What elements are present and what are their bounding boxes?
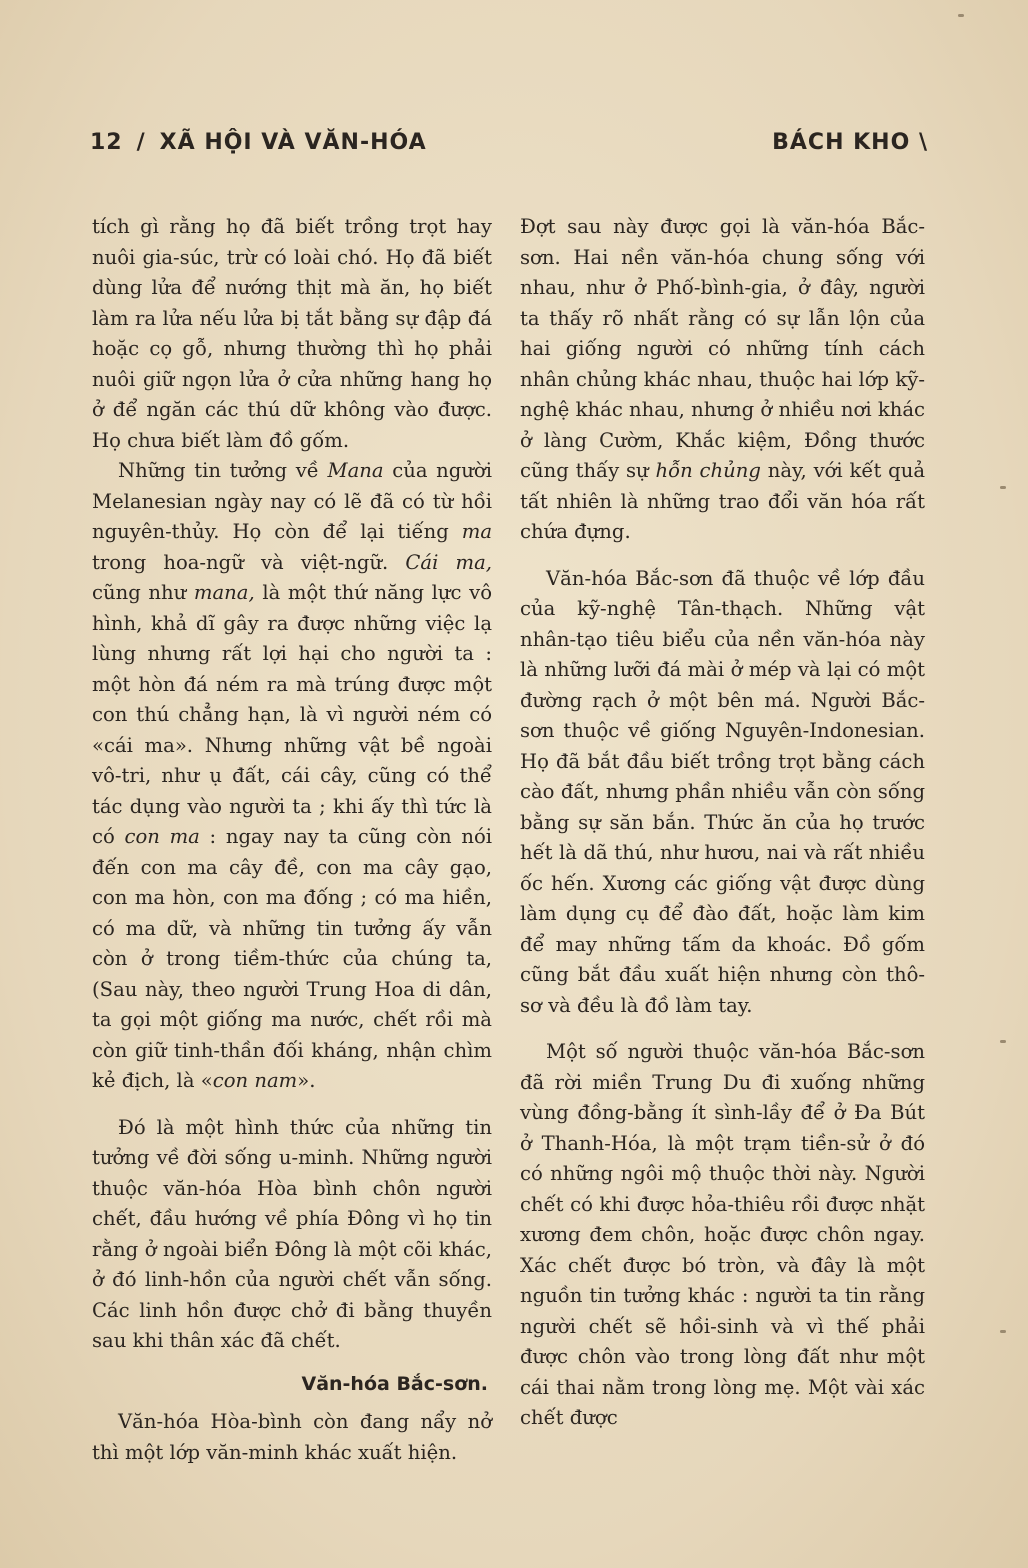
emphasis-cai-ma: Cái ma, bbox=[405, 550, 492, 574]
emphasis-con-ma: con ma bbox=[124, 825, 200, 848]
header-right-title: BÁCH KHO \ bbox=[772, 130, 928, 155]
header-separator: / bbox=[136, 130, 146, 155]
paper-speck bbox=[1000, 1330, 1006, 1333]
text-run: Đợt sau này được gọi là văn-hóa Bắc-sơn. Hai nền văn-hóa chung sống với nhau, như ở Phố-bình-gia, ở đây, người ta thấy rõ nhất rằng có sự lẫn lộn của hai giống người có những tính cách nhân chủng khác nhau, thuộc hai lớp kỹ-nghệ khác nhau, nhưng ở nhiều nơi khác ở làng Cườm, Khắc kiệm, Đồng thước cũng thấy sự bbox=[520, 215, 925, 482]
left-paragraph-3: Đó là một hình thức của những tin tưởng về đời sống u-minh. Những người thuộc văn-hóa Hòa bình chôn người chết, đầu hướng về phía Đông vì họ tin rằng ở ngoài biển Đông là một cõi khác, ở đó linh-hồn của người chết vẫn sống. Các linh hồn được chở đi bằng thuyền sau khi thân xác đã chết. bbox=[92, 1115, 492, 1352]
left-paragraph-4: Văn-hóa Hòa-bình còn đang nẩy nở thì một lớp văn-minh khác xuất hiện. bbox=[92, 1410, 492, 1464]
text-run: trong hoa-ngữ và việt-ngữ. bbox=[92, 550, 406, 574]
emphasis-mana: Mana bbox=[327, 459, 384, 482]
text-run: cũng như bbox=[92, 581, 194, 604]
right-column bbox=[520, 212, 925, 1434]
right-paragraph-2: Văn-hóa Bắc-sơn đã thuộc về lớp đầu của kỹ-nghệ Tân-thạch. Những vật nhân-tạo tiêu biểu của nền văn-hóa này là những lưỡi đá mài ở mép và lại có một đường rạch ở một bên má. Người Bắc-sơn thuộc về giống Nguyên-Indonesian. Họ đã bắt đầu biết trồng trọt bằng cách cào đất, nhưng phần nhiều vẫn còn sống bằng sự săn bắn. Thức ăn của họ trước hết là dã thú, như hươu, nai và rất nhiều ốc hến. Xương các giống vật được dùng làm dụng cụ để đào đất, hoặc làm kim để may những tấm da khoác. Đồ gốm cũng bắt đầu xuất hiện nhưng còn thô-sơ và đều là đồ làm tay. bbox=[520, 566, 925, 1017]
text-run: này, với kết quả tất nhiên là những trao đổi văn hóa rất chứa đựng. bbox=[520, 459, 925, 543]
emphasis-con-nam: con nam bbox=[212, 1069, 298, 1092]
text-run: Những tin tưởng về bbox=[118, 459, 328, 482]
paper-speck bbox=[1000, 486, 1006, 489]
text-run: là một thứ năng lực vô hình, khả dĩ gây ra được những việc lạ lùng nhưng rất lợi hại cho người ta : một hòn đá ném ra mà trúng được một con thú chẳng hạn, là vì người ném có «cái ma». Nhưng những vật bề ngoài vô-tri, như ụ đất, cái cây, cũng có thể tác dụng vào người ta ; khi ấy thì tức là có bbox=[92, 581, 492, 848]
emphasis-mana-2: mana, bbox=[193, 581, 255, 604]
paper-speck bbox=[1000, 1040, 1006, 1043]
left-paragraph-1: tích gì rằng họ đã biết trồng trọt hay nuôi gia-súc, trừ có loài chó. Họ đã biết dùng lửa để nướng thịt mà ăn, họ biết làm ra lửa nếu lửa bị tắt bằng sự đập đá hoặc cọ gỗ, nhưng thường thì họ phải nuôi giữ ngọn lửa ở cửa những hang họ ở để ngăn các thú dữ không vào được. Họ chưa biết làm đồ gốm. bbox=[92, 215, 492, 452]
header-left bbox=[90, 130, 427, 155]
left-paragraph-2 bbox=[92, 456, 492, 1097]
emphasis-ma: ma bbox=[461, 520, 492, 543]
page-number: 12 bbox=[90, 130, 123, 155]
right-paragraph-3: Một số người thuộc văn-hóa Bắc-sơn đã rời miền Trung Du đi xuống những vùng đồng-bằng ít sình-lầy để ở Đa Bút ở Thanh-Hóa, là một trạm tiền-sử ở đó có những ngôi mộ thuộc thời này. Người chết có khi được hỏa-thiêu rồi được nhặt xương đem chôn, hoặc được chôn ngay. Xác chết được bó tròn, và đây là một nguồn tin tưởng khác : người ta tin rằng người chết sẽ hồi-sinh và vì thế phải được chôn vào trong lòng đất như một cái thai nằm trong lòng mẹ. Một vài xác chết được bbox=[520, 1040, 925, 1429]
text-run: của người Melanesian ngày nay có lẽ đã có từ hồi nguyên-thủy. Họ còn để lại tiếng bbox=[92, 459, 492, 543]
text-run: ». bbox=[297, 1069, 316, 1092]
running-header bbox=[90, 130, 928, 170]
paper-speck bbox=[958, 14, 964, 17]
section-heading-bac-son: Văn-hóa Bắc-sơn. bbox=[301, 1372, 488, 1395]
emphasis-hon-chung: hỗn chủng bbox=[655, 459, 761, 482]
right-paragraph-1 bbox=[520, 212, 925, 548]
left-column bbox=[92, 212, 492, 1468]
text-run: : ngay nay ta cũng còn nói đến con ma cây đề, con ma cây gạo, con ma hòn, con ma đống ; có ma hiền, có ma dữ, và những tin tưởng ấy vẫn còn ở trong tiềm-thức của chúng ta, (Sau này, theo người Trung Hoa di dân, ta gọi một giống ma nước, chết rồi mà còn giữ tinh-thần đối kháng, nhận chìm kẻ địch, là « bbox=[92, 825, 493, 1092]
section-title: XÃ HỘI VÀ VĂN-HÓA bbox=[159, 130, 427, 155]
